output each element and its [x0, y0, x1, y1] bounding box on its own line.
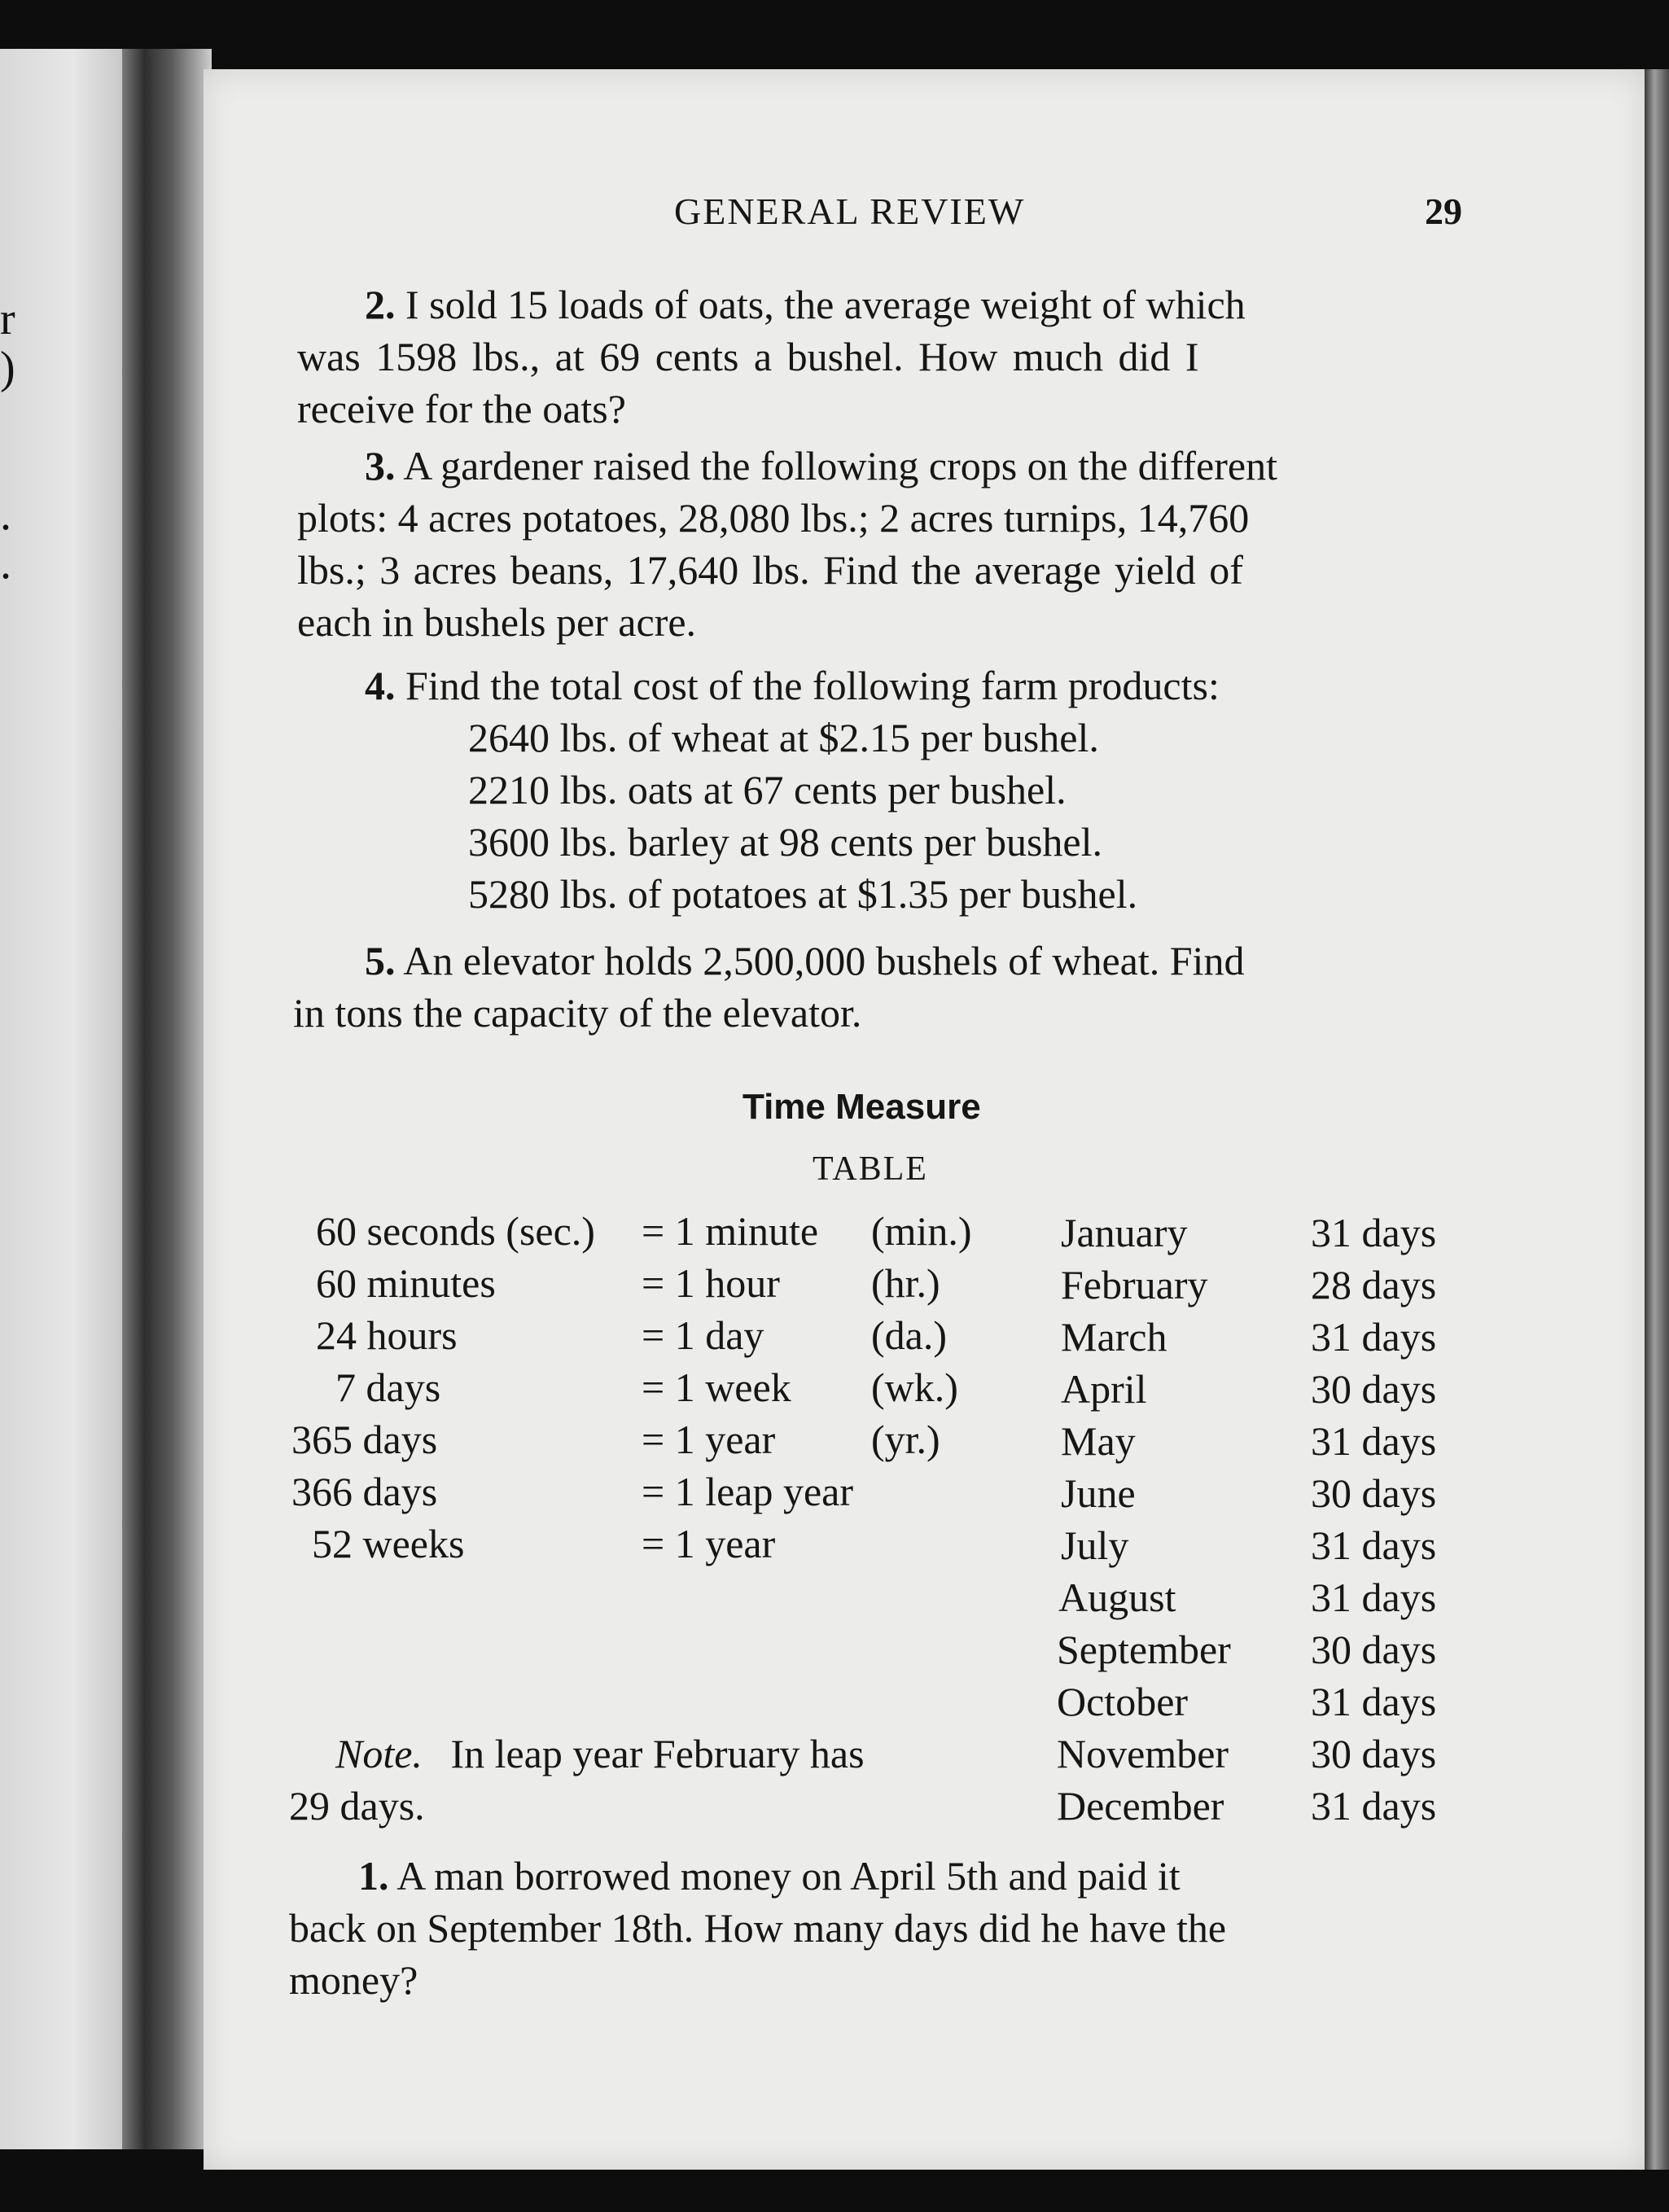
note-label: Note. — [335, 1731, 423, 1776]
table-abbreviation: (wk.) — [871, 1364, 958, 1410]
table-abbreviation: (da.) — [871, 1312, 947, 1358]
month-name: April — [1061, 1366, 1147, 1412]
problem-text-line: plots: 4 acres potatoes, 28,080 lbs.; 2 acres turnips, 14,760 — [297, 495, 1250, 541]
month-days: 31 days — [1311, 1418, 1437, 1464]
note-line-2: 29 days. — [289, 1783, 425, 1829]
problem-item: 3600 lbs. barley at 98 cents per bushel. — [468, 819, 1102, 865]
running-header: GENERAL REVIEW — [674, 191, 1026, 232]
month-name: May — [1061, 1418, 1136, 1464]
problem-text: Find the total cost of the following farm products: — [405, 663, 1220, 708]
problem-text: I sold 15 loads of oats, the average weight of which — [405, 282, 1246, 327]
month-name: March — [1061, 1314, 1167, 1360]
table-equivalent: = 1 week — [642, 1364, 791, 1410]
month-days: 31 days — [1311, 1522, 1437, 1568]
book-gutter — [122, 49, 212, 2149]
problem-text-line: was 1598 lbs., at 69 cents a bushel. How much did I — [297, 334, 1199, 379]
problem-text-line: lbs.; 3 acres beans, 17,640 lbs. Find the average yield of — [297, 547, 1243, 593]
left-page-fragment: r — [0, 294, 15, 344]
problem-number: 1. — [358, 1853, 389, 1899]
problem-item: 5280 lbs. of potatoes at $1.35 per bushel. — [468, 871, 1138, 917]
month-days: 30 days — [1311, 1731, 1437, 1776]
problem-text-line: each in bushels per acre. — [297, 599, 697, 645]
table-abbreviation: (yr.) — [871, 1417, 940, 1462]
table-equivalent: = 1 hour — [642, 1260, 780, 1306]
table-abbreviation: (min.) — [871, 1208, 972, 1254]
table-quantity: 366 days — [291, 1469, 438, 1514]
section-subtitle: TABLE — [813, 1150, 928, 1188]
problem-text: An elevator holds 2,500,000 bushels of wheat. Find — [403, 938, 1245, 983]
problem-text-line: money? — [289, 1957, 418, 2003]
problem-2-first-line — [365, 278, 1246, 331]
problem-text-line: back on September 18th. How many days did he have the — [289, 1905, 1227, 1951]
left-page-fragment: . — [0, 489, 11, 540]
table-abbreviation: (hr.) — [871, 1260, 940, 1306]
table-equivalent: = 1 minute — [642, 1208, 819, 1254]
table-equivalent: = 1 year — [642, 1417, 776, 1462]
table-quantity: 60 minutes — [316, 1260, 496, 1306]
table-quantity: 24 hours — [316, 1312, 458, 1358]
problem-item: 2640 lbs. of wheat at $2.15 per bushel. — [468, 715, 1099, 760]
problem-text: A gardener raised the following crops on the different — [403, 443, 1277, 488]
month-days: 31 days — [1311, 1575, 1437, 1620]
table-quantity: 7 days — [335, 1364, 441, 1410]
month-name: December — [1057, 1783, 1224, 1829]
final-problem-first-line — [358, 1850, 1181, 1902]
problem-number: 3. — [365, 443, 396, 488]
problem-text-line: receive for the oats? — [297, 386, 626, 431]
month-days: 31 days — [1311, 1314, 1437, 1360]
problem-text-line: in tons the capacity of the elevator. — [293, 990, 862, 1036]
month-days: 30 days — [1311, 1470, 1437, 1516]
month-name: September — [1057, 1627, 1231, 1672]
month-name: July — [1061, 1522, 1129, 1568]
month-name: January — [1061, 1210, 1188, 1255]
problem-number: 2. — [365, 282, 396, 327]
month-days: 31 days — [1311, 1783, 1437, 1829]
table-quantity: 365 days — [291, 1417, 438, 1462]
problem-number: 5. — [365, 938, 396, 983]
page-number: 29 — [1425, 191, 1462, 232]
month-name: June — [1061, 1470, 1136, 1516]
month-days: 30 days — [1311, 1366, 1437, 1412]
problem-number: 4. — [365, 663, 396, 708]
page-right-edge — [1645, 69, 1669, 2170]
table-equivalent: = 1 year — [642, 1521, 776, 1566]
table-quantity: 52 weeks — [312, 1521, 465, 1566]
month-name: November — [1057, 1731, 1229, 1776]
left-page-fragment: ) — [0, 343, 15, 393]
facing-page-edge — [0, 49, 122, 2149]
note-text: In leap year February has — [450, 1731, 865, 1776]
problem-4-first-line — [365, 659, 1220, 712]
month-days: 28 days — [1311, 1262, 1437, 1307]
month-name: August — [1058, 1575, 1176, 1620]
problem-5-first-line — [365, 935, 1244, 987]
month-days: 31 days — [1311, 1210, 1437, 1255]
month-name: February — [1061, 1262, 1208, 1307]
month-days: 31 days — [1311, 1679, 1437, 1724]
problem-text: A man borrowed money on April 5th and paid it — [396, 1853, 1181, 1899]
note-line-1 — [335, 1728, 865, 1780]
section-title: Time Measure — [743, 1087, 981, 1127]
table-equivalent: = 1 day — [642, 1312, 764, 1358]
problem-item: 2210 lbs. oats at 67 cents per bushel. — [468, 767, 1067, 813]
table-equivalent: = 1 leap year — [642, 1469, 854, 1514]
month-days: 30 days — [1311, 1627, 1437, 1672]
table-quantity: 60 seconds (sec.) — [316, 1208, 595, 1254]
left-page-fragment: . — [0, 538, 11, 589]
month-name: October — [1057, 1679, 1189, 1724]
problem-3-first-line — [365, 440, 1277, 492]
